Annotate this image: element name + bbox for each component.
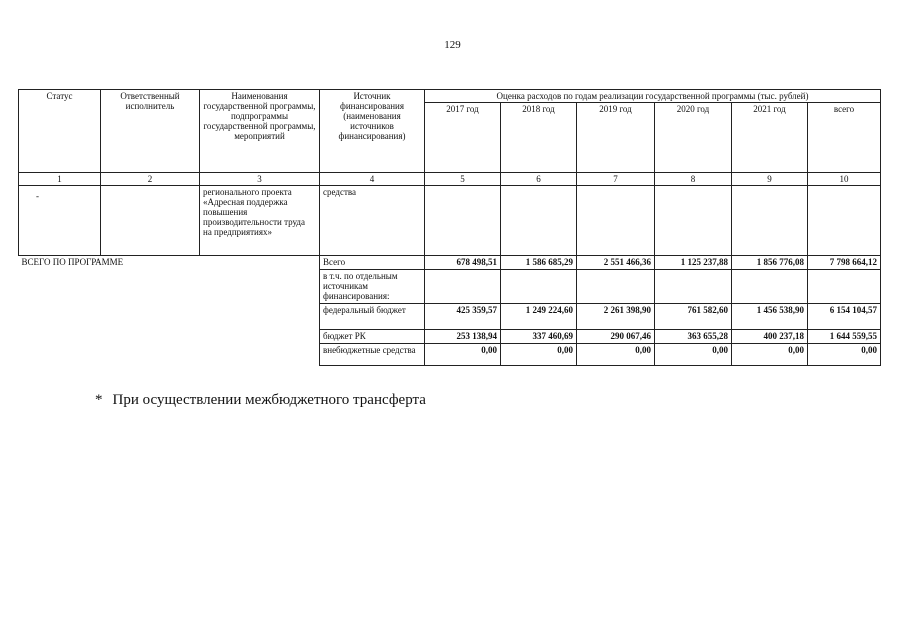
rk-2019: 290 067,46 xyxy=(577,330,655,344)
including-value xyxy=(655,270,732,304)
extrabudgetary-2018: 0,00 xyxy=(501,344,577,366)
extrabudgetary-2020: 0,00 xyxy=(655,344,732,366)
region-project-name: регионального проекта «Адресная поддержка повышения производительности труда на предприятиях» xyxy=(200,186,320,256)
header-status: Статус xyxy=(19,90,101,173)
column-number: 1 xyxy=(19,173,101,186)
extrabudgetary-2019: 0,00 xyxy=(577,344,655,366)
region-executor-cell xyxy=(101,186,200,256)
total-2018: 1 586 685,29 xyxy=(501,256,577,270)
including-source: в т.ч. по отдельным источникам финансирования: xyxy=(320,270,425,304)
federal-2017: 425 359,57 xyxy=(425,304,501,330)
federal-2018: 1 249 224,60 xyxy=(501,304,577,330)
federal-2020: 761 582,60 xyxy=(655,304,732,330)
header-row-top xyxy=(19,90,881,103)
column-number: 5 xyxy=(425,173,501,186)
column-number: 4 xyxy=(320,173,425,186)
including-value xyxy=(732,270,808,304)
rk-all: 1 644 559,55 xyxy=(808,330,881,344)
region-source: средства xyxy=(320,186,425,256)
column-number: 3 xyxy=(200,173,320,186)
including-value xyxy=(501,270,577,304)
column-number: 8 xyxy=(655,173,732,186)
header-source: Источник финансирования (наименования источников финансирования) xyxy=(320,90,425,173)
rk-2017: 253 138,94 xyxy=(425,330,501,344)
including-value xyxy=(425,270,501,304)
total-all: 7 798 664,12 xyxy=(808,256,881,270)
total-2020: 1 125 237,88 xyxy=(655,256,732,270)
budget-table xyxy=(18,89,881,366)
header-executor: Ответственный исполнитель xyxy=(101,90,200,173)
total-2021: 1 856 776,08 xyxy=(732,256,808,270)
including-value xyxy=(577,270,655,304)
federal-all: 6 154 104,57 xyxy=(808,304,881,330)
federal-2019: 2 261 398,90 xyxy=(577,304,655,330)
region-project-row xyxy=(19,186,881,256)
region-value-cell xyxy=(425,186,501,256)
column-number: 9 xyxy=(732,173,808,186)
region-status-cell xyxy=(19,186,101,256)
total-2017: 678 498,51 xyxy=(425,256,501,270)
total-row xyxy=(19,256,881,270)
extrabudgetary-2021: 0,00 xyxy=(732,344,808,366)
extrabudgetary-all: 0,00 xyxy=(808,344,881,366)
header-year-total: всего xyxy=(808,103,881,173)
header-year-2017: 2017 год xyxy=(425,103,501,173)
footnote-text: При осуществлении межбюджетного трансферта xyxy=(112,392,426,408)
total-2019: 2 551 466,36 xyxy=(577,256,655,270)
rk-2020: 363 655,28 xyxy=(655,330,732,344)
footnote xyxy=(95,392,426,409)
region-value-cell xyxy=(655,186,732,256)
federal-2021: 1 456 538,90 xyxy=(732,304,808,330)
region-value-cell xyxy=(808,186,881,256)
header-year-2018: 2018 год xyxy=(501,103,577,173)
footnote-star: * xyxy=(95,392,103,408)
federal-source: федеральный бюджет xyxy=(320,304,425,330)
region-value-cell xyxy=(577,186,655,256)
column-number: 2 xyxy=(101,173,200,186)
region-value-cell xyxy=(501,186,577,256)
rk-source: бюджет РК xyxy=(320,330,425,344)
header-expenses-title: Оценка расходов по годам реализации государственной программы (тыс. рублей) xyxy=(425,90,881,103)
extrabudgetary-2017: 0,00 xyxy=(425,344,501,366)
extrabudgetary-source: внебюджетные средства xyxy=(320,344,425,366)
rk-2021: 400 237,18 xyxy=(732,330,808,344)
column-number: 7 xyxy=(577,173,655,186)
region-value-cell xyxy=(732,186,808,256)
page-number: 129 xyxy=(444,39,461,51)
column-number: 6 xyxy=(501,173,577,186)
including-value xyxy=(808,270,881,304)
rk-2018: 337 460,69 xyxy=(501,330,577,344)
column-number: 10 xyxy=(808,173,881,186)
scan-mark: - xyxy=(36,191,39,201)
total-program-label: ВСЕГО ПО ПРОГРАММЕ xyxy=(19,256,320,366)
column-numbers-row xyxy=(19,173,881,186)
total-source: Всего xyxy=(320,256,425,270)
header-program-name: Наименования государственной программы, подпрограммы государственной программы, мероприятий xyxy=(200,90,320,173)
header-year-2021: 2021 год xyxy=(732,103,808,173)
header-year-2020: 2020 год xyxy=(655,103,732,173)
header-year-2019: 2019 год xyxy=(577,103,655,173)
